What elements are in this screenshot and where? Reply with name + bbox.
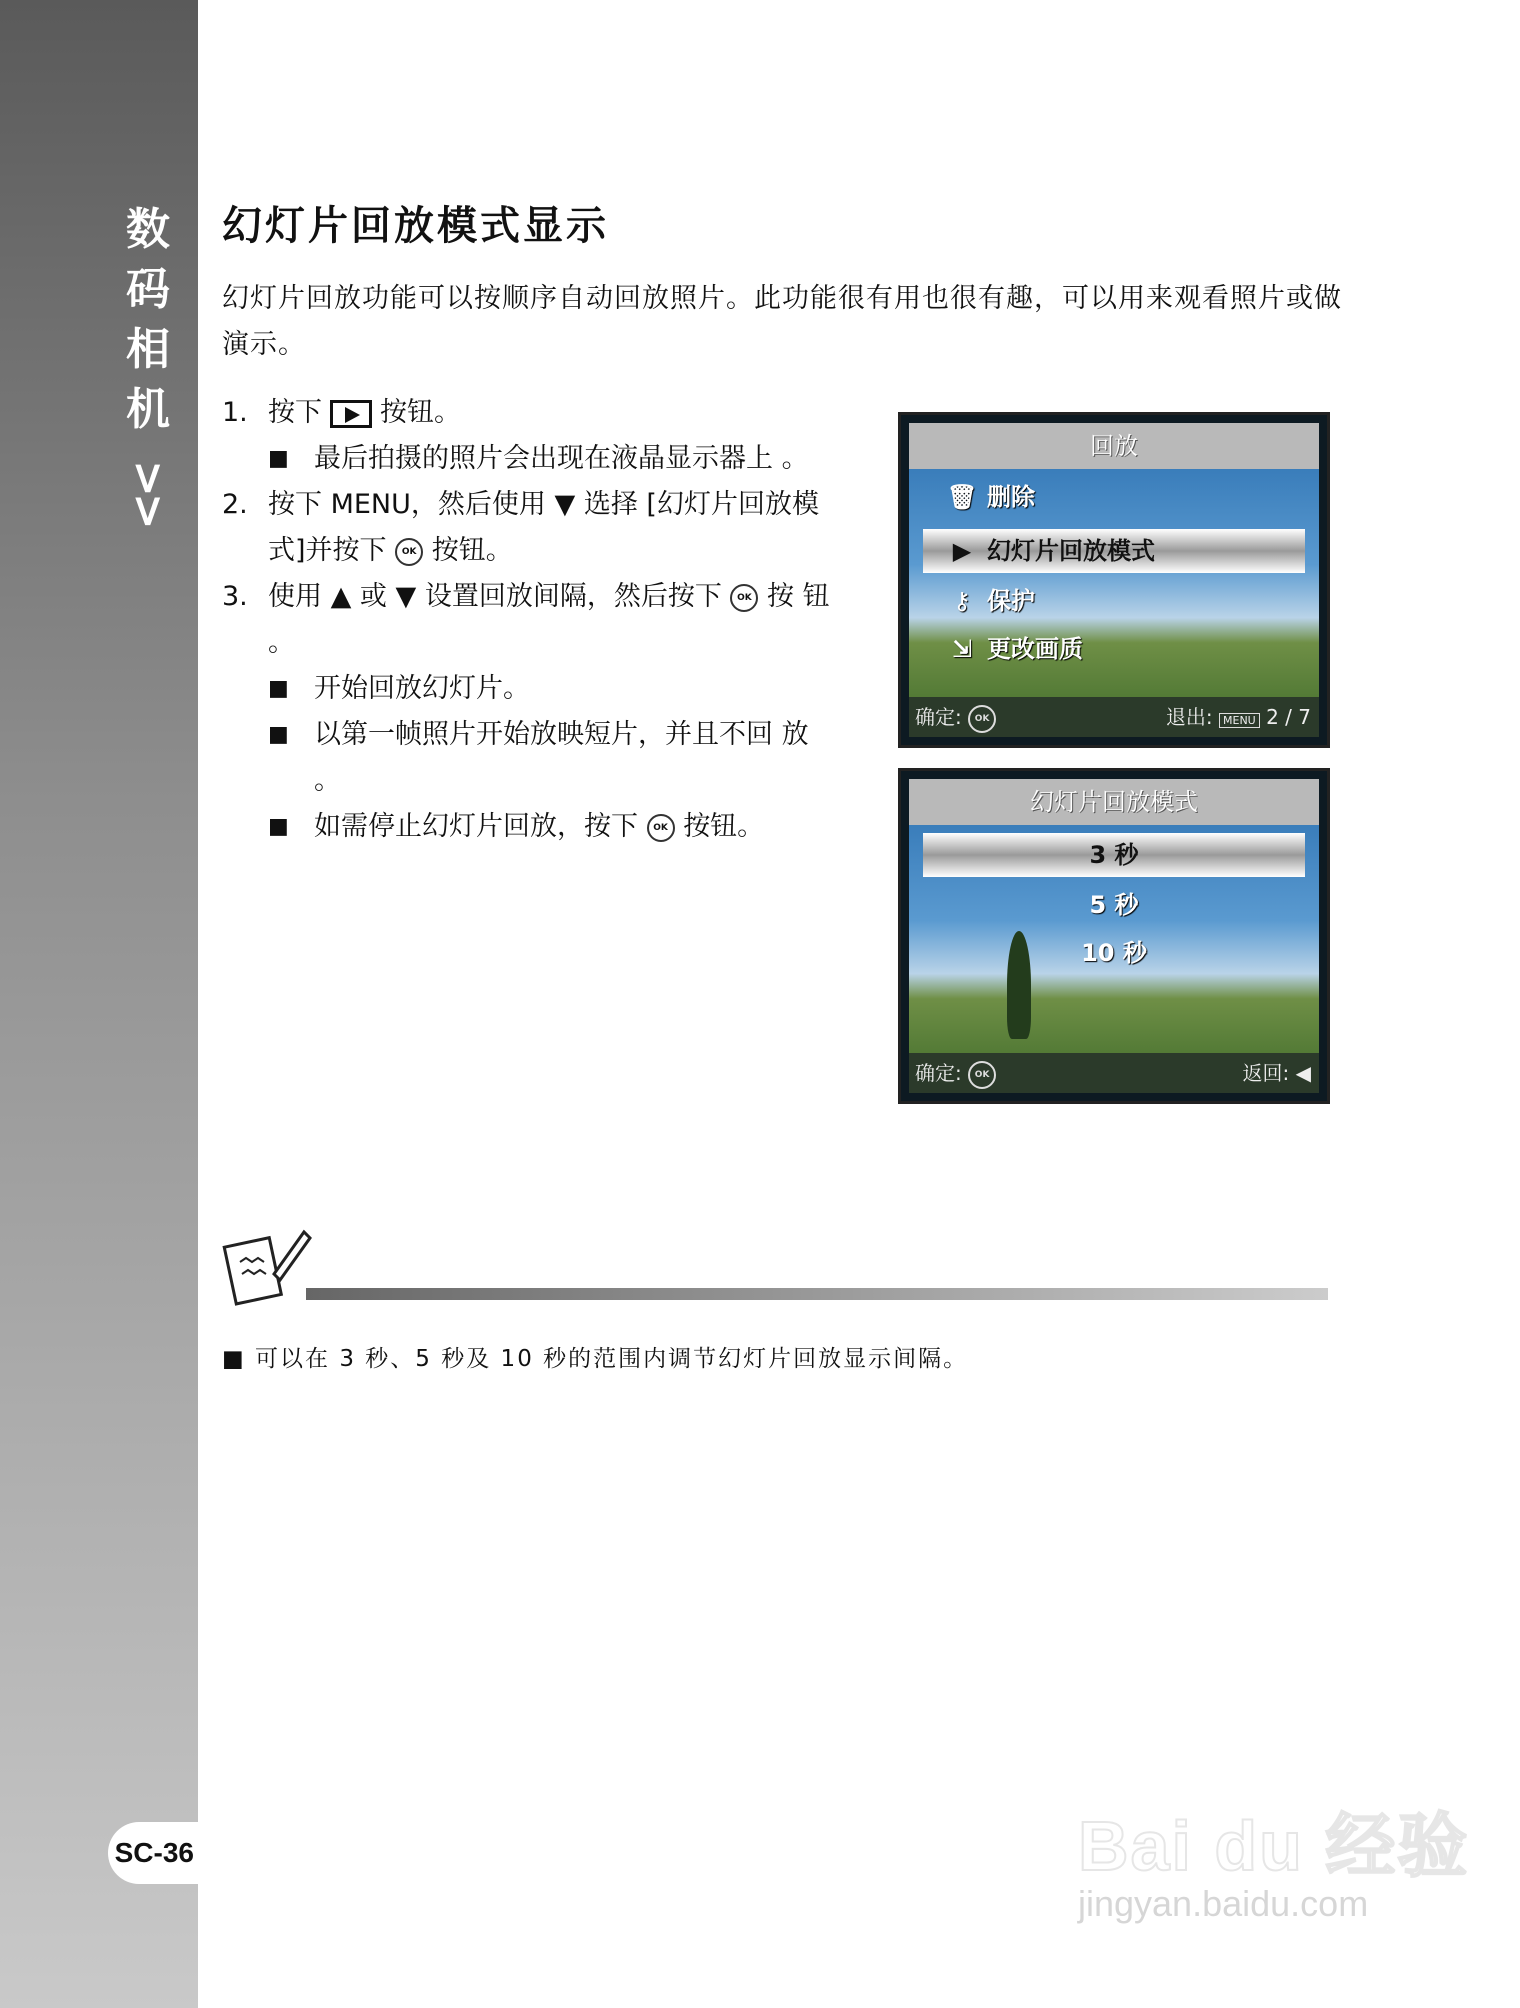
confirm-label: 确定:	[915, 705, 962, 729]
key-icon: ⚷	[953, 587, 971, 615]
slideshow-icon: ▶	[952, 537, 972, 565]
watermark	[1078, 1790, 1469, 1925]
page-indicator: 2 / 7	[1266, 705, 1311, 729]
note	[222, 1340, 968, 1373]
note-pad-icon	[222, 1222, 312, 1312]
page-title: 幻灯片回放模式显示	[222, 203, 609, 249]
bullet-icon: ■	[268, 446, 289, 471]
sidebar-char: 数	[126, 204, 170, 255]
sidebar-arrows: >>	[123, 460, 174, 526]
menu-item-label: 更改画质	[987, 635, 1083, 663]
step-3-bullet	[222, 712, 842, 804]
interval-option[interactable]: 10 秒	[1081, 939, 1147, 967]
screen-footer	[909, 1053, 1319, 1093]
step-3	[222, 574, 842, 666]
steps-list	[222, 390, 842, 850]
back-label: 返回:	[1242, 1061, 1290, 1085]
exit-label: 退出:	[1165, 705, 1213, 729]
resize-icon: ⇲	[951, 635, 973, 663]
ok-button-icon: OK	[968, 1061, 996, 1089]
ok-button-icon: OK	[647, 814, 675, 842]
screen-header: 幻灯片回放模式	[909, 779, 1319, 825]
ok-button-icon: OK	[968, 705, 996, 733]
step-text: 按钮。	[380, 397, 461, 428]
watermark-url: jingyan.baidu.com	[1078, 1883, 1369, 1924]
note-text: 可以在 3 秒、5 秒及 10 秒的范围内调节幻灯片回放显示间隔。	[255, 1346, 969, 1372]
bullet-icon: ■	[268, 814, 289, 839]
menu-item-slideshow[interactable]	[923, 529, 1305, 573]
bullet-icon: ■	[268, 722, 289, 747]
step-3-bullet	[222, 666, 842, 712]
step-text: 按下	[268, 397, 322, 428]
step-text: 按 钮 。	[268, 581, 830, 658]
step-number: 3.	[222, 581, 248, 612]
menu-button-icon: MENU	[1219, 713, 1260, 728]
menu-item-resize[interactable]	[923, 627, 1305, 671]
watermark-logo: Bai du 经验	[1078, 1807, 1470, 1885]
camera-screen-playback-menu	[898, 412, 1330, 748]
ok-button-icon: OK	[395, 538, 423, 566]
menu-item-label: 删除	[987, 483, 1035, 511]
page-number: SC-36	[108, 1822, 198, 1884]
left-arrow-icon: ◀	[1295, 1061, 1311, 1085]
sidebar-char: 机	[126, 384, 170, 435]
step-1-bullet	[222, 436, 842, 482]
step-text: 使用 ▲ 或 ▼ 设置回放间隔，然后按下	[268, 581, 722, 612]
bullet-icon: ■	[222, 1346, 246, 1372]
menu-item-delete[interactable]	[923, 475, 1305, 519]
menu-item-label: 保护	[987, 587, 1035, 615]
bullet-text: 以第一帧照片开始放映短片，并且不回 放 。	[314, 719, 809, 796]
play-button-icon	[330, 400, 372, 428]
interval-option[interactable]: 5 秒	[1089, 891, 1139, 919]
camera-screen-slideshow-interval	[898, 768, 1330, 1104]
bullet-text: 按钮。	[683, 811, 765, 842]
step-text: 按下 MENU，然后使用 ▼ 选择 [幻灯片回放模式]并按下	[268, 489, 819, 566]
sidebar-char: 相	[126, 324, 170, 375]
sidebar	[0, 0, 198, 2008]
step-number: 2.	[222, 489, 248, 520]
screen-footer	[909, 697, 1319, 737]
ok-button-icon: OK	[730, 584, 758, 612]
bullet-text: 最后拍摄的照片会出现在液晶显示器上 。	[314, 443, 809, 474]
note-divider	[306, 1288, 1328, 1300]
step-number: 1.	[222, 397, 248, 428]
sidebar-title	[120, 200, 176, 526]
intro-paragraph: 幻灯片回放功能可以按顺序自动回放照片。此功能很有用也很有趣，可以用来观看照片或做演示。	[222, 283, 1342, 360]
step-2	[222, 482, 842, 574]
step-1	[222, 390, 842, 436]
menu-item-label: 幻灯片回放模式	[987, 537, 1155, 565]
step-3-bullet	[222, 804, 842, 850]
bullet-icon: ■	[268, 676, 289, 701]
step-text: 按钮。	[431, 535, 513, 566]
bullet-text: 如需停止幻灯片回放，按下	[314, 811, 638, 842]
bullet-text: 开始回放幻灯片。	[314, 673, 530, 704]
trash-icon: 🗑	[947, 483, 978, 511]
confirm-label: 确定:	[915, 1061, 962, 1085]
screen-header: 回放	[909, 423, 1319, 469]
sidebar-char: 码	[126, 264, 170, 315]
menu-item-protect[interactable]	[923, 579, 1305, 623]
interval-option[interactable]: 3 秒	[923, 833, 1305, 877]
